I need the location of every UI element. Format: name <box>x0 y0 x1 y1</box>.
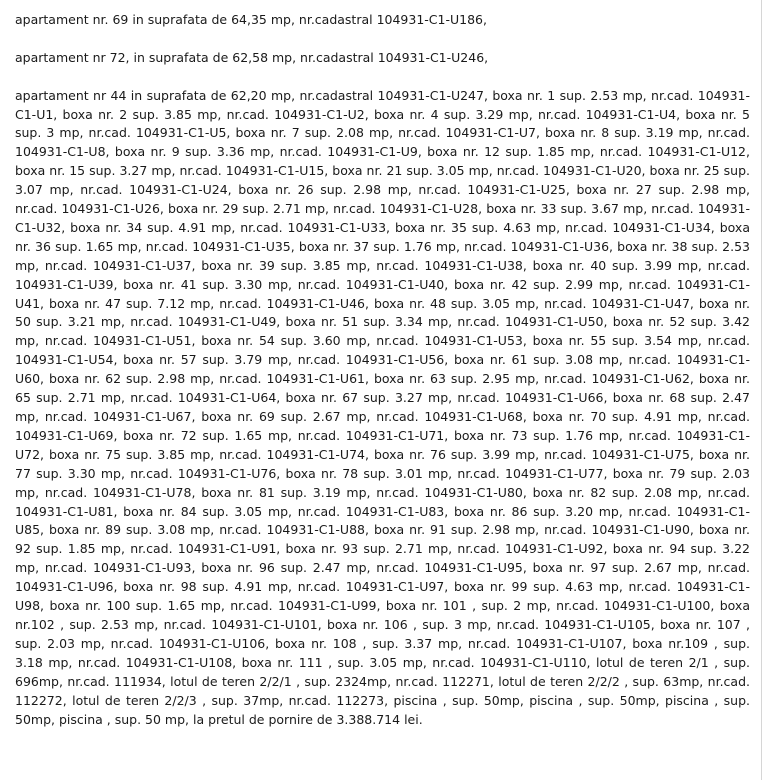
apartment-69-paragraph: apartament nr. 69 in suprafata de 64,35 mp, nr.cadastral 104931-C1-U186, <box>15 12 487 27</box>
apartment-72-paragraph: apartament nr 72, in suprafata de 62,58 mp, nr.cadastral 104931-C1-U246, <box>15 49 489 65</box>
apartment-44-lot-paragraph: apartament nr 44 in suprafata de 62,20 mp, nr.cadastral 104931-C1-U247, boxa nr. 1 sup. 2.53 mp, nr.cad. 104931-C1-U1, boxa nr. 2 sup. 3.85 mp, nr.cad. 104931-C1-U2, boxa nr. 4 sup. 3.29 mp, nr.cad. 104931-C1-U4, boxa nr. 5 sup. 3 mp, nr.cad. 104931-C1-U5, boxa nr. 7 sup. 2.08 mp, nr.cad. 104931-C1-U7, boxa nr. 8 sup. 3.19 mp, nr.cad. 104931-C1-U8, boxa nr. 9 sup. 3.36 mp, nr.cad. 104931-C1-U9, boxa nr. 12 sup. 1.85 mp, nr.cad. 104931-C1-U12, boxa nr. 15 sup. 3.27 mp, nr.cad. 104931-C1-U15, boxa nr. 21 sup. 3.05 mp, nr.cad. 104931-C1-U20, boxa nr. 25 sup. 3.07 mp, nr.cad. 104931-C1-U24, boxa nr. 26 sup. 2.98 mp, nr.cad. 104931-C1-U25, boxa nr. 27 sup. 2.98 mp, nr.cad. 104931-C1-U26, boxa nr. 29 sup. 2.71 mp, nr.cad. 104931-C1-U28, boxa nr. 33 sup. 3.67 mp, nr.cad. 104931-C1-U32, boxa nr. 34 sup. 4.91 mp, nr.cad. 104931-C1-U33, boxa nr. 35 sup. 4.63 mp, nr.cad. 104931-C1-U34, boxa nr. 36 sup. 1.65 mp, nr.cad. 104931-C1-U35, boxa nr. 37 sup. 1.76 mp, nr.cad. 104931-C1-U36, boxa nr. 38 sup. 2.53 mp, nr.cad. 104931-C1-U37, boxa nr. 39 sup. 3.85 mp, nr.cad. 104931-C1-U38, boxa nr. 40 sup. 3.99 mp, nr.cad. 104931-C1-U39, boxa nr. 41 sup. 3.30 mp, nr.cad. 104931-C1-U40, boxa nr. 42 sup. 2.99 mp, nr.cad. 104931-C1-U41, boxa nr. 47 sup. 7.12 mp, nr.cad. 104931-C1-U46, boxa nr. 48 sup. 3.05 mp, nr.cad. 104931-C1-U47, boxa nr. 50 sup. 3.21 mp, nr.cad. 104931-C1-U49, boxa nr. 51 sup. 3.34 mp, nr.cad. 104931-C1-U50, boxa nr. 52 sup. 3.42 mp, nr.cad. 104931-C1-U51, boxa nr. 54 sup. 3.60 mp, nr.cad. 104931-C1-U53, boxa nr. 55 sup. 3.54 mp, nr.cad. 104931-C1-U54, boxa nr. 57 sup. 3.79 mp, nr.cad. 104931-C1-U56, boxa nr. 61 sup. 3.08 mp, nr.cad. 104931-C1-U60, boxa nr. 62 sup. 2.98 mp, nr.cad. 104931-C1-U61, boxa nr. 63 sup. 2.95 mp, nr.cad. 104931-C1-U62, boxa nr. 65 sup. 2.71 mp, nr.cad. 104931-C1-U64, boxa nr. 67 sup. 3.27 mp, nr.cad. 104931-C1-U66, boxa nr. 68 sup. 2.47 mp, nr.cad. 104931-C1-U67, boxa nr. 69 sup. 2.67 mp, nr.cad. 104931-C1-U68, boxa nr. 70 sup. 4.91 mp, nr.cad. 104931-C1-U69, boxa nr. 72 sup. 1.65 mp, nr.cad. 104931-C1-U71, boxa nr. 73 sup. 1.76 mp, nr.cad. 104931-C1-U72, boxa nr. 75 sup. 3.85 mp, nr.cad. 104931-C1-U74, boxa nr. 76 sup. 3.99 mp, nr.cad. 104931-C1-U75, boxa nr. 77 sup. 3.30 mp, nr.cad. 104931-C1-U76, boxa nr. 78 sup. 3.01 mp, nr.cad. 104931-C1-U77, boxa nr. 79 sup. 2.03 mp, nr.cad. 104931-C1-U78, boxa nr. 81 sup. 3.19 mp, nr.cad. 104931-C1-U80, boxa nr. 82 sup. 2.08 mp, nr.cad. 104931-C1-U81, boxa nr. 84 sup. 3.05 mp, nr.cad. 104931-C1-U83, boxa nr. 86 sup. 3.20 mp, nr.cad. 104931-C1-U85, boxa nr. 89 sup. 3.08 mp, nr.cad. 104931-C1-U88, boxa nr. 91 sup. 2.98 mp, nr.cad. 104931-C1-U90, boxa nr. 92 sup. 1.85 mp, nr.cad. 104931-C1-U91, boxa nr. 93 sup. 2.71 mp, nr.cad. 104931-C1-U92, boxa nr. 94 sup. 3.22 mp, nr.cad. 104931-C1-U93, boxa nr. 96 sup. 2.47 mp, nr.cad. 104931-C1-U95, boxa nr. 97 sup. 2.67 mp, nr.cad. 104931-C1-U96, boxa nr. 98 sup. 4.91 mp, nr.cad. 104931-C1-U97, boxa nr. 99 sup. 4.63 mp, nr.cad. 104931-C1-U98, boxa nr. 100 sup. 1.65 mp, nr.cad. 104931-C1-U99, boxa nr. 101 , sup. 2 mp, nr.cad. 104931-C1-U100, boxa nr.102 , sup. 2.53 mp, nr.cad. 104931-C1-U101, boxa nr. 106 , sup. 3 mp, nr.cad. 104931-C1-U105, boxa nr. 107 , sup. 2.03 mp, nr.cad. 104931-C1-U106, boxa nr. 108 , sup. 3.37 mp, nr.cad. 104931-C1-U107, boxa nr.109 , sup. 3.18 mp, nr.cad. 104931-C1-U108, boxa nr. 111 , sup. 3.05 mp, nr.cad. 104931-C1-U110, lotul de teren 2/1 , sup. 696mp, nr.cad. 111934, lotul de teren 2/2/1 , sup. 2324mp, nr.cad. 112271, lotul de teren 2/2/2 , sup. 63mp, nr.cad. 112272, lotul de teren 2/2/3 , sup. 37mp, nr.cad. 112273, piscina , sup. 50mp, piscina , sup. 50mp, piscina , sup. 50mp, piscina , sup. 50 mp, la pretul de pornire de 3.388.714 lei. <box>15 87 750 727</box>
document-content <box>15 11 750 729</box>
